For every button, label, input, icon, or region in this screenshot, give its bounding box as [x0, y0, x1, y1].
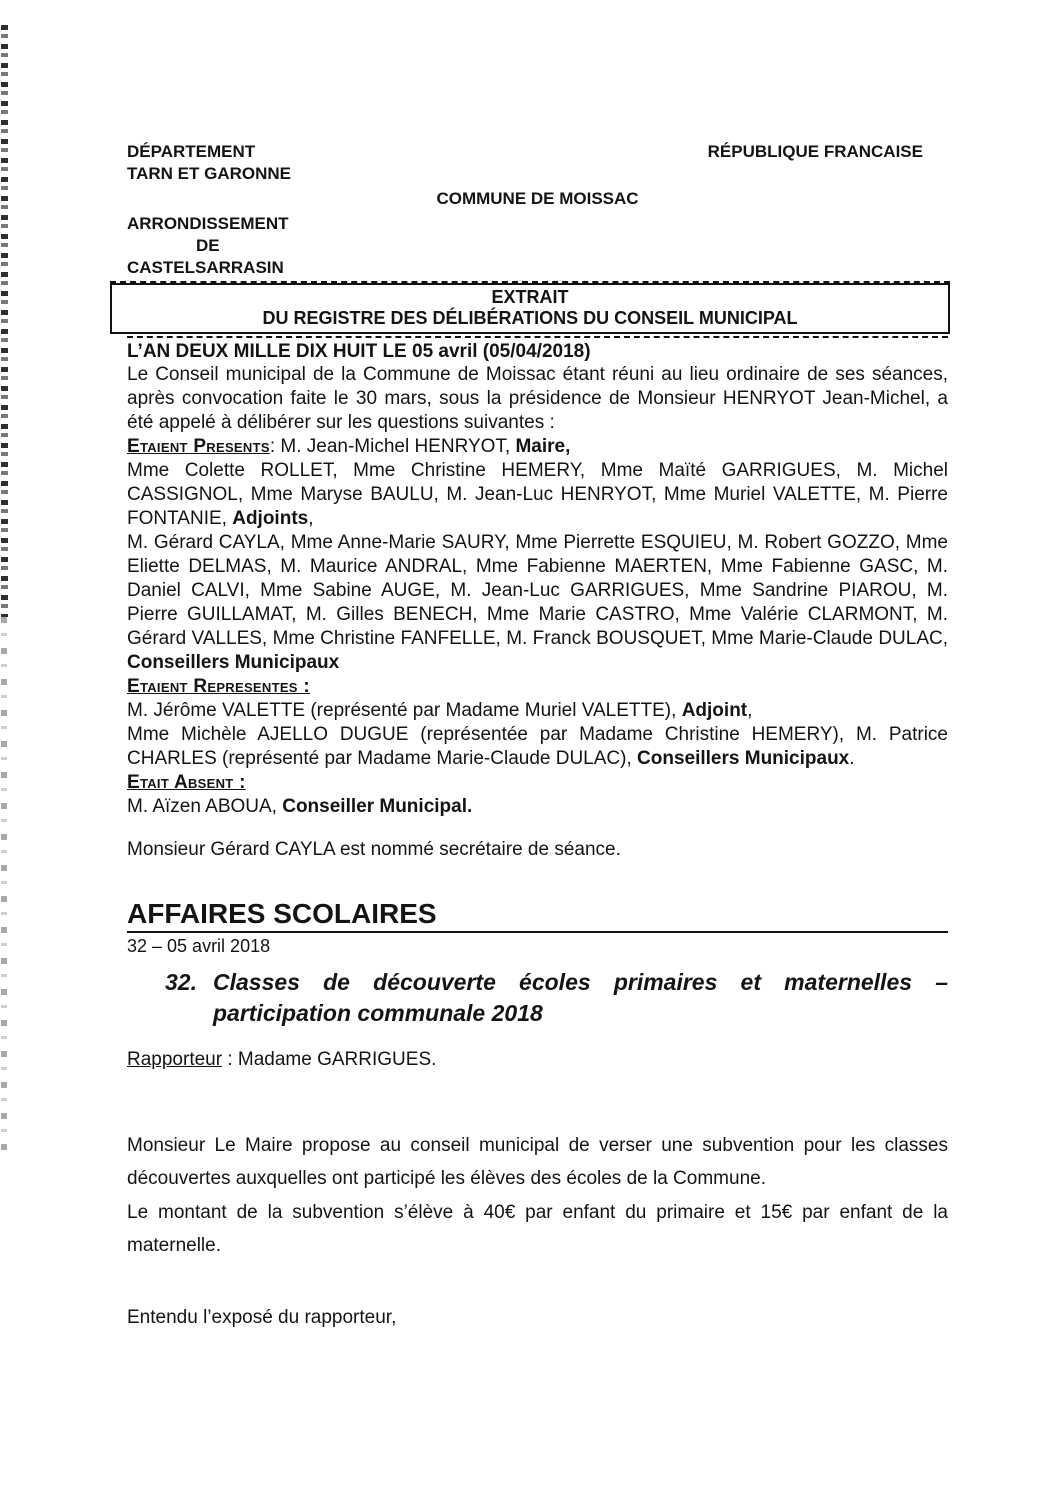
secretary-line: Monsieur Gérard CAYLA est nommé secrétaire de séance.	[127, 839, 621, 860]
absent-label: Etait Absent :	[127, 772, 246, 793]
rapporteur-label: Rapporteur	[127, 1049, 223, 1070]
represente-1-after: ,	[747, 700, 753, 721]
arrondissement-label: ARRONDISSEMENT	[127, 214, 289, 233]
conseillers-role: Conseillers Municipaux	[127, 652, 340, 673]
represente-1-text: M. Jérôme VALETTE (représenté par Madame Muriel VALETTE),	[127, 700, 682, 721]
represente-2-after: .	[849, 748, 855, 769]
session-intro-paragraph: Le Conseil municipal de la Commune de Moissac étant réuni au lieu ordinaire de ses séances, après convocation faite le 30 mars, sous la présidence de Monsieur HENRYOT Jean-Michel, a été appelé à délibérer sur les questions suivantes :	[127, 364, 948, 433]
document-content	[127, 0, 948, 1334]
body-paragraph-3: Entendu l’exposé du rapporteur,	[127, 1307, 397, 1328]
adjoints-names: Mme Colette ROLLET, Mme Christine HEMERY, Mme Maïté GARRIGUES, M. Michel CASSIGNOL, Mme Maryse BAULU, M. Jean-Luc HENRYOT, Mme Muriel VALETTE, M. Pierre FONTANIE,	[127, 460, 948, 529]
presents-role: Maire,	[515, 436, 571, 457]
presents-mayor: : M. Jean-Michel HENRYOT,	[269, 436, 516, 457]
absent-heading	[127, 771, 948, 795]
arrondissement-name: CASTELSARRASIN	[127, 258, 284, 277]
represente-1-line	[127, 699, 948, 723]
adjoints-after: ,	[308, 508, 314, 529]
header-row	[127, 141, 948, 185]
box-bottom-dashed-line	[127, 336, 948, 338]
section-heading: AFFAIRES SCOLAIRES	[127, 899, 948, 933]
deliberation-title-line2: participation communale 2018	[213, 1000, 543, 1026]
represente-2-paragraph	[127, 723, 948, 771]
department-block	[127, 141, 291, 185]
session-date-line: L’AN DEUX MILLE DIX HUIT LE 05 avril (05/04/2018)	[127, 341, 591, 362]
extrait-line2: DU REGISTRE DES DÉLIBÉRATIONS DU CONSEIL MUNICIPAL	[262, 308, 798, 328]
scan-artifact-left-edge-top	[1, 25, 8, 617]
republic-label: RÉPUBLIQUE FRANCAISE	[707, 142, 923, 161]
arrondissement-block	[127, 213, 289, 279]
commune-title: COMMUNE DE MOISSAC	[436, 189, 639, 208]
conseillers-names: M. Gérard CAYLA, Mme Anne-Marie SAURY, Mme Pierrette ESQUIEU, M. Robert GOZZO, Mme Eliette DELMAS, M. Maurice ANDRAL, Mme Fabienne MAERTEN, Mme Fabienne GASC, M. Daniel CALVI, Mme Sabine AUGE, M. Jean-Luc GARRIGUES, Mme Sandrine PIAROU, M. Pierre GUILLAMAT, M. Gilles BENECH, Mme Marie CASTRO, Mme Valérie CLARMONT, M. Gérard VALLES, Mme Christine FANFELLE, M. Franck BOUSQUET, Mme Marie-Claude DULAC,	[127, 532, 948, 649]
represente-2-role: Conseillers Municipaux	[637, 748, 850, 769]
adjoints-role: Adjoints	[232, 508, 309, 529]
represente-1-role: Adjoint	[681, 700, 748, 721]
scan-artifact-left-edge-bottom	[1, 617, 7, 1157]
adjoints-paragraph	[127, 459, 948, 531]
rapporteur-name: : Madame GARRIGUES.	[222, 1049, 437, 1070]
extrait-line1: EXTRAIT	[491, 287, 569, 307]
extrait-title-box	[110, 283, 950, 334]
absent-line	[127, 795, 948, 819]
department-label: DÉPARTEMENT	[127, 142, 256, 161]
representes-heading	[127, 675, 948, 699]
section-reference: 32 – 05 avril 2018	[127, 936, 271, 956]
absent-text: M. Aïzen ABOUA,	[127, 796, 283, 817]
deliberation-title-line1: Classes de découverte écoles primaires et maternelles –	[213, 969, 948, 995]
rapporteur-line	[127, 1048, 948, 1072]
absent-role: Conseiller Municipal.	[282, 796, 473, 817]
deliberation-title-text	[213, 967, 948, 1029]
deliberation-number: 32.	[165, 969, 197, 995]
conseillers-paragraph	[127, 531, 948, 675]
deliberation-title	[127, 967, 948, 1029]
presents-label: Etaient Presents	[127, 436, 270, 457]
represente-2-text: Mme Michèle AJELLO DUGUE (représentée par Madame Christine HEMERY), M. Patrice CHARLES (représenté par Madame Marie-Claude DULAC),	[127, 724, 948, 769]
representes-label: Etaient Representes :	[127, 676, 310, 697]
body-paragraph-2: Le montant de la subvention s’élève à 40€ par enfant du primaire et 15€ par enfant de la maternelle.	[127, 1202, 948, 1256]
department-name: TARN ET GARONNE	[127, 164, 292, 183]
presents-line	[127, 435, 948, 459]
arrondissement-de: DE	[195, 236, 220, 255]
body-paragraph-1: Monsieur Le Maire propose au conseil municipal de verser une subvention pour les classes découvertes auxquelles ont participé les élèves des écoles de la Commune.	[127, 1135, 948, 1189]
